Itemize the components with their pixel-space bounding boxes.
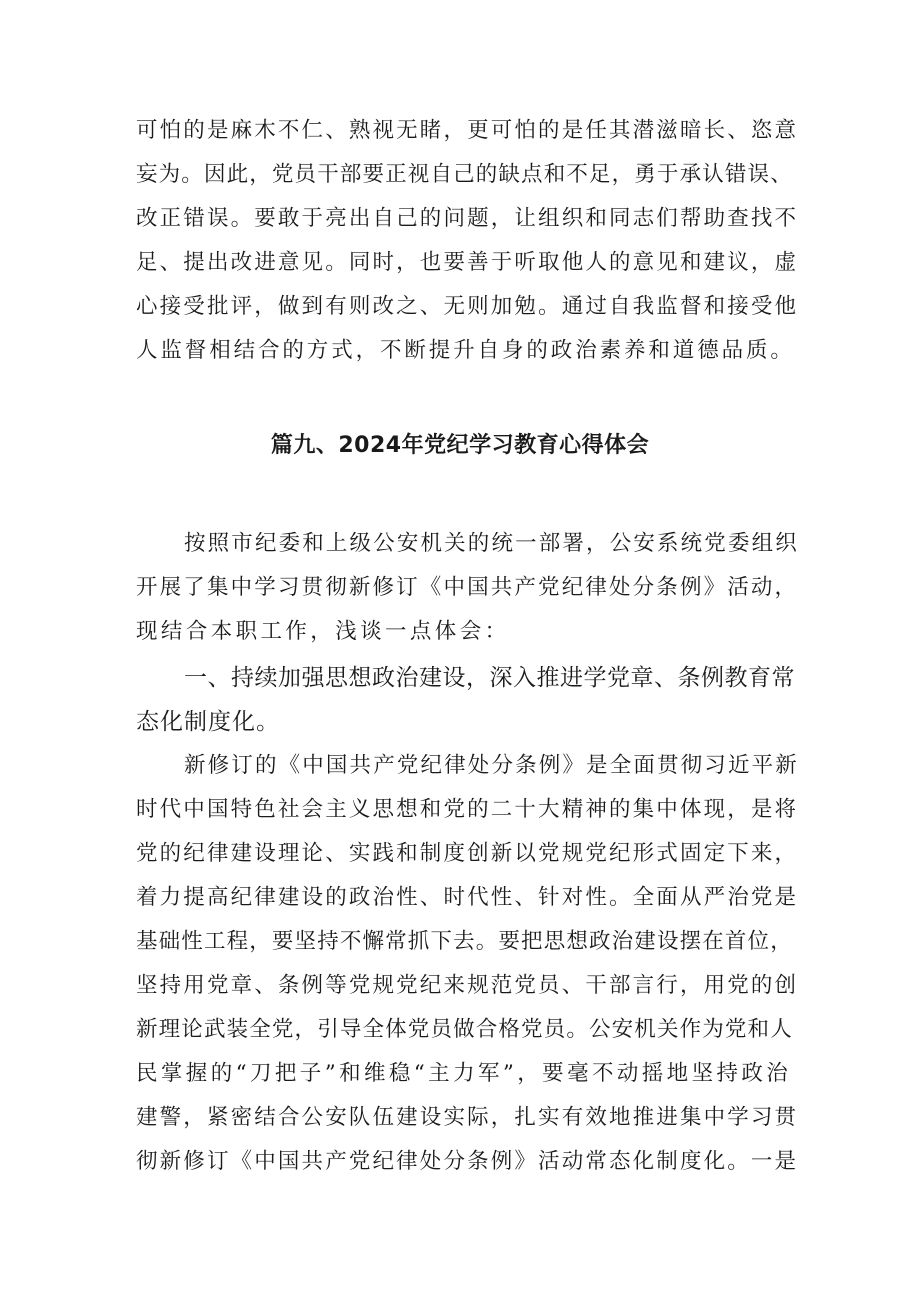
paragraph-line: 改正错误。要敢于亮出自己的问题，让组织和同志们帮助查找不 (136, 206, 799, 231)
section-title: 篇九、2024年党纪学习教育心得体会 (270, 433, 650, 458)
body-line: 坚持用党章、条例等党规党纪来规范党员、干部言行，用党的创 (136, 973, 799, 998)
paragraph-line: 足、提出改进意见。同时，也要善于听取他人的意见和建议，虚 (136, 250, 799, 275)
intro-line: 现结合本职工作，浅谈一点体会： (136, 619, 510, 644)
subheading-line: 态化制度化。 (136, 709, 280, 735)
body-line: 新修订的《中国共产党纪律处分条例》是全面贯彻习近平新 (184, 753, 799, 778)
body-line: 党的纪律建设理论、实践和制度创新以党规党纪形式固定下来， (136, 841, 799, 866)
intro-line: 开展了集中学习贯彻新修订《中国共产党纪律处分条例》活动， (136, 575, 799, 600)
paragraph-line: 妄为。因此，党员干部要正视自己的缺点和不足，勇于承认错误、 (136, 162, 793, 187)
body-line: 时代中国特色社会主义思想和党的二十大精神的集中体现，是将 (136, 797, 799, 822)
body-line: 建警，紧密结合公安队伍建设实际，扎实有效地推进集中学习贯 (136, 1105, 799, 1130)
body-line: 民掌握的“刀把子”和维稳“主力军”，要毫不动摇地坚持政治 (136, 1061, 792, 1086)
body-line: 着力提高纪律建设的政治性、时代性、针对性。全面从严治党是 (136, 885, 799, 910)
intro-line: 按照市纪委和上级公安机关的统一部署，公安系统党委组织 (184, 531, 799, 556)
body-line: 新理论武装全党，引导全体党员做合格党员。公安机关作为党和人 (136, 1017, 793, 1042)
paragraph-line: 心接受批评，做到有则改之、无则加勉。通过自我监督和接受他 (136, 294, 799, 319)
paragraph-line: 人监督相结合的方式，不断提升自身的政治素养和道德品质。 (136, 338, 795, 363)
body-line: 彻新修订《中国共产党纪律处分条例》活动常态化制度化。一是 (136, 1149, 799, 1174)
subheading-line: 一、持续加强思想政治建设，深入推进学党章、条例教育常 (184, 665, 795, 691)
body-line: 基础性工程，要坚持不懈常抓下去。要把思想政治建设摆在首位， (136, 929, 793, 954)
paragraph-line: 可怕的是麻木不仁、熟视无睹，更可怕的是任其潜滋暗长、恣意 (136, 118, 799, 143)
